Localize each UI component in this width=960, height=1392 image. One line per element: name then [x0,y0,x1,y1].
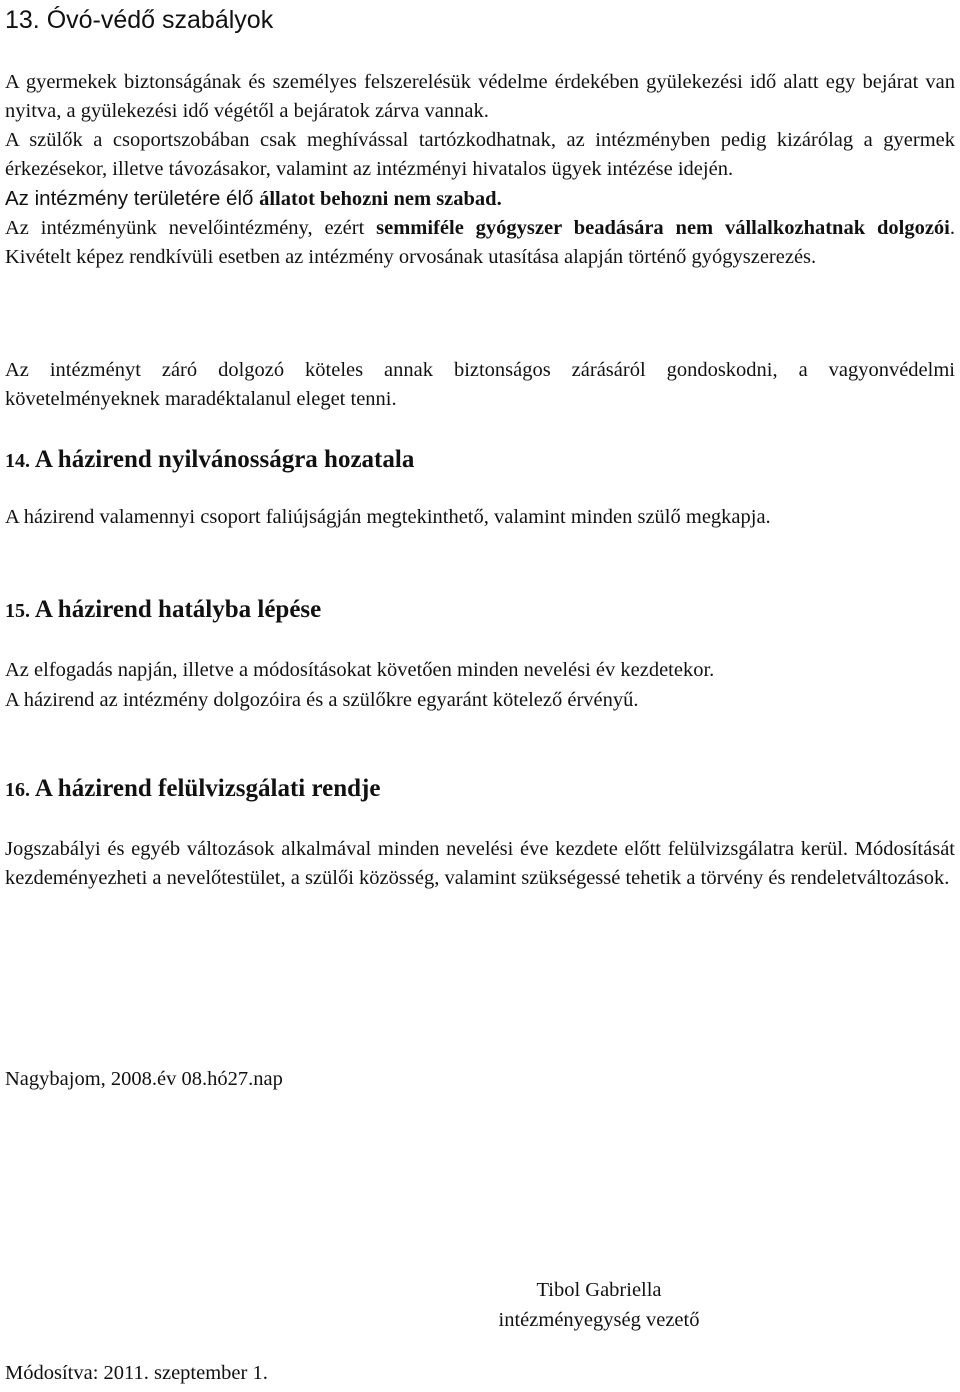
section-14-title: 14. A házirend nyilvánosságra hozatala [5,446,415,473]
section-15-body [5,656,955,715]
section-13-paragraph-2: A szülők a csoportszobában csak meghívással tartózkodhatnak, az intézményben pedig kizárólag a gyermek érkezésekor, illetve távozásakor, valamint az intézményi hivatalos ügyek intézése idején. [5,129,955,180]
section-15-paragraph-1: Az elfogadás napján, illetve a módosításokat követően minden nevelési év kezdetekor. [5,659,715,681]
section-15-paragraph-2: A házirend az intézmény dolgozóira és a szülőkre egyaránt kötelező érvényű. [5,688,639,711]
modified-date: Módosítva: 2011. szeptember 1. [5,1362,268,1384]
signature-block [469,1275,729,1335]
section-13-title: 13. Óvó-védő szabályok [5,6,274,34]
section-13-paragraph-5: Az intézményt záró dolgozó köteles annak biztonságos zárásáról gondoskodni, a vagyonvédelmi követelményeknek maradéktalanul eleget tenni. [5,359,955,410]
section-13-paragraph-4: Az intézményünk nevelőintézmény, ezért semmiféle gyógyszer beadására nem vállalkozhatnak dolgozói. Kivételt képez rendkívüli esetben az intézmény orvosának utasítása alapján történő gyógyszerezés. [5,217,955,268]
section-13-paragraph-1: A gyermekek biztonságának és személyes felszerelésük védelme érdekében gyülekezési idő alatt egy bejárat van nyitva, a gyülekezési idő végétől a bejáratok zárva vannak. [5,71,955,122]
no-animals-emphasis: állatot behozni nem szabad [259,188,497,210]
section-16-paragraph-1: Jogszabályi és egyéb változások alkalmával minden nevelési éve kezdete előtt felülvizsgálatra kerül. Módosítását kezdeményezheti a nevelőtestület, a szülői közösség, valamint szükségessé tehetik a törvény és rendeletváltozások. [5,838,955,889]
signatory-name: Tibol Gabriella [536,1279,662,1301]
signatory-role: intézményegység vezető [498,1309,700,1331]
place-and-date: Nagybajom, 2008.év 08.hó27.nap [5,1068,283,1090]
section-15-title: 15. A házirend hatályba lépése [5,596,322,623]
no-medication-emphasis: semmiféle gyógyszer beadására nem vállalkozhatnak dolgozói [376,217,950,239]
section-16-title: 16. A házirend felülvizsgálati rendje [5,775,381,802]
section-13-paragraph-3: Az intézmény területére élő állatot behozni nem szabad. [5,187,502,210]
section-13-body [5,68,955,272]
section-14-paragraph-1: A házirend valamennyi csoport faliújságján megtekinthető, valamint minden szülő megkapja. [5,506,771,528]
